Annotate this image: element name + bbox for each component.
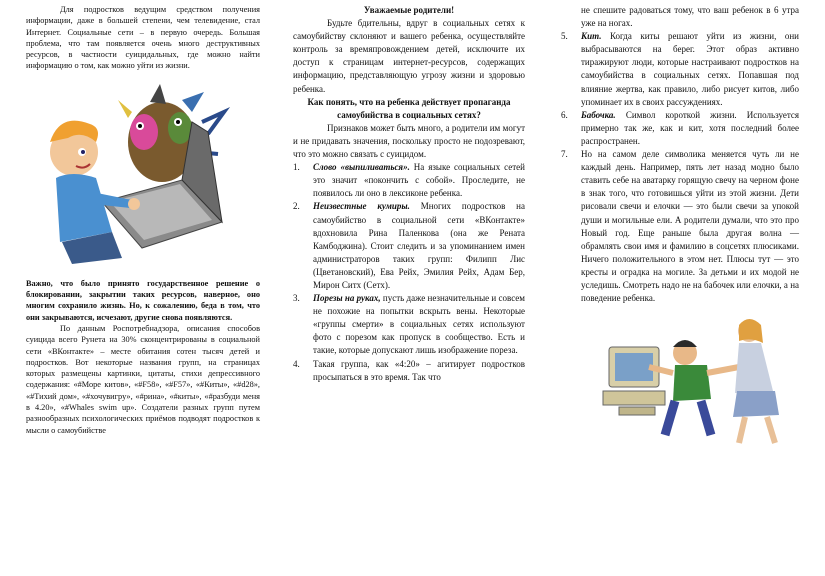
column-left [26, 4, 260, 436]
tug-of-war-illustration [589, 307, 789, 449]
intro-paragraph: Для подростков ведущим средством получения информации, даже в большей степени, чем телевидение, стал Интернет. Социальные сети – в первую очередь. Большая проблема, что там появляется очень много деструктивных ресурсов, в частности суицидальных, где можно найти информацию о том, как можно уйти из жизни. [26, 5, 260, 71]
important-paragraph: Важно, что было принято государственное решение о блокировании, закрытии таких ресурсов, наверное, оно многим сохранило жизнь. Но, к сожалению, беда в том, что они закрываются, исчезают, другие снова появляются. [26, 278, 260, 322]
column-middle [293, 4, 525, 384]
parents-heading: Уважаемые родители! [363, 5, 455, 15]
list-item: 6. Бабочка. Символ короткой жизни. Используется примерно так же, как и кит, хотя последний более распространен. [561, 109, 799, 146]
child-computer-illustration [32, 82, 232, 268]
statistics-paragraph: По данным Роспотребнадзора, описания способов суицида всего Рунета на 30% сконцентрированы в социальной сети «ВКонтакте» – месте обитания сотен тысяч детей и подростков. Вот некоторые названия групп, на страницах которых размещены картинки, цитаты, стихи депрессивного содержания: «#Море китов», «#F58», «#F57», «#Киты», «#d28», «#Тихий дом», «#хочувигру», «#рина», «#киты», «#разбуди меня в 4.20», «#Whales swim up». Создатели разных групп путем разнообразных психологических приёмов подводят подростков к мысли о самоубийстве [26, 323, 260, 435]
list-item: 3. Порезы на руках, пусть даже незначительные и совсем не похожие на попытки вскрыть вены. Некоторые «группы смерти» в социальных сетях используют фото с порезом как пропуск в сообщество. Есть и такие, которые допускают лишь изображение пореза. [293, 293, 525, 356]
signs-intro: Признаков может быть много, а родители им могут и не придавать значения, поскольку просто не подозревают, что это можно связать с суицидом. [293, 122, 525, 160]
list-item: 1. Слово «выпиливаться». На языке социальных сетей это значит «покончить с собой». Проследите, не появилось ли оно в лексиконе ребенка. [293, 162, 525, 199]
warning-paragraph: Будьте бдительны, вдруг в социальных сетях к самоубийству склоняют и вашего ребенка, осуществляйте контроль за времяпровождением детей, исключите их доступ к страницам интернет-ресурсов, содержащих информацию, представляющую угрозу жизни и здоровью ребенка. [293, 18, 525, 94]
list-item: 4. Такая группа, как «4:20» – агитирует подростков просыпаться в это время. Так что [293, 358, 525, 382]
list-item: 7. Но на самом деле символика меняется чуть ли не каждый день. Например, пять лет назад модно было ставить себе на аватарку горящую свечу на черном фоне в знак того, что готовишься уйти из этой жизни. Дети рисовали свечи и елочки — это были свечи за упокой души и могильные ели. А родители думали, что это про Новый год. Еще раньше была другая волна — обрамлять свои имя и фамилию в соцсетях плюсиками. Ничего положительного в этом нет. Плюсы тут — это кресты и оградка на могиле. За детьми и их модой не уследишь. Смотреть надо не на бабочек или елочки, а на поведение ребенка. [561, 149, 799, 304]
continuation-text: не спешите радоваться тому, что ваш ребенок в 6 утра уже на ногах. [581, 5, 799, 29]
list-item: 2. Неизвестные кумиры. Многих подростков на самоубийство в социальной сети «ВКонтакте» вдохновила Рина Паленкова (она же Рената Камбоджина). Стоит следить и за упоминанием имен администраторов таких групп: Филипп Лис (Цветановский), Ева Рейх, Эмилия Рейх, Адам Бер, Мирон Ситх (Сетх). [293, 201, 525, 290]
column-right [561, 4, 799, 449]
signs-subheading: Как понять, что на ребенка действует пропаганда самоубийства в социальных сетях? [307, 96, 511, 120]
signs-list-part2 [561, 30, 799, 305]
list-item: 5. Кит. Когда киты решают уйти из жизни, они выбрасываются на берег. Этот образ активно тиражируют люди, которые настраивают подростков на самоубийства в социальных сетях. Попавшая под влияние жертва, как правило, либо рисует китов, либо упоминает их в своих рассуждениях. [561, 31, 799, 107]
signs-list-part1 [293, 161, 525, 384]
